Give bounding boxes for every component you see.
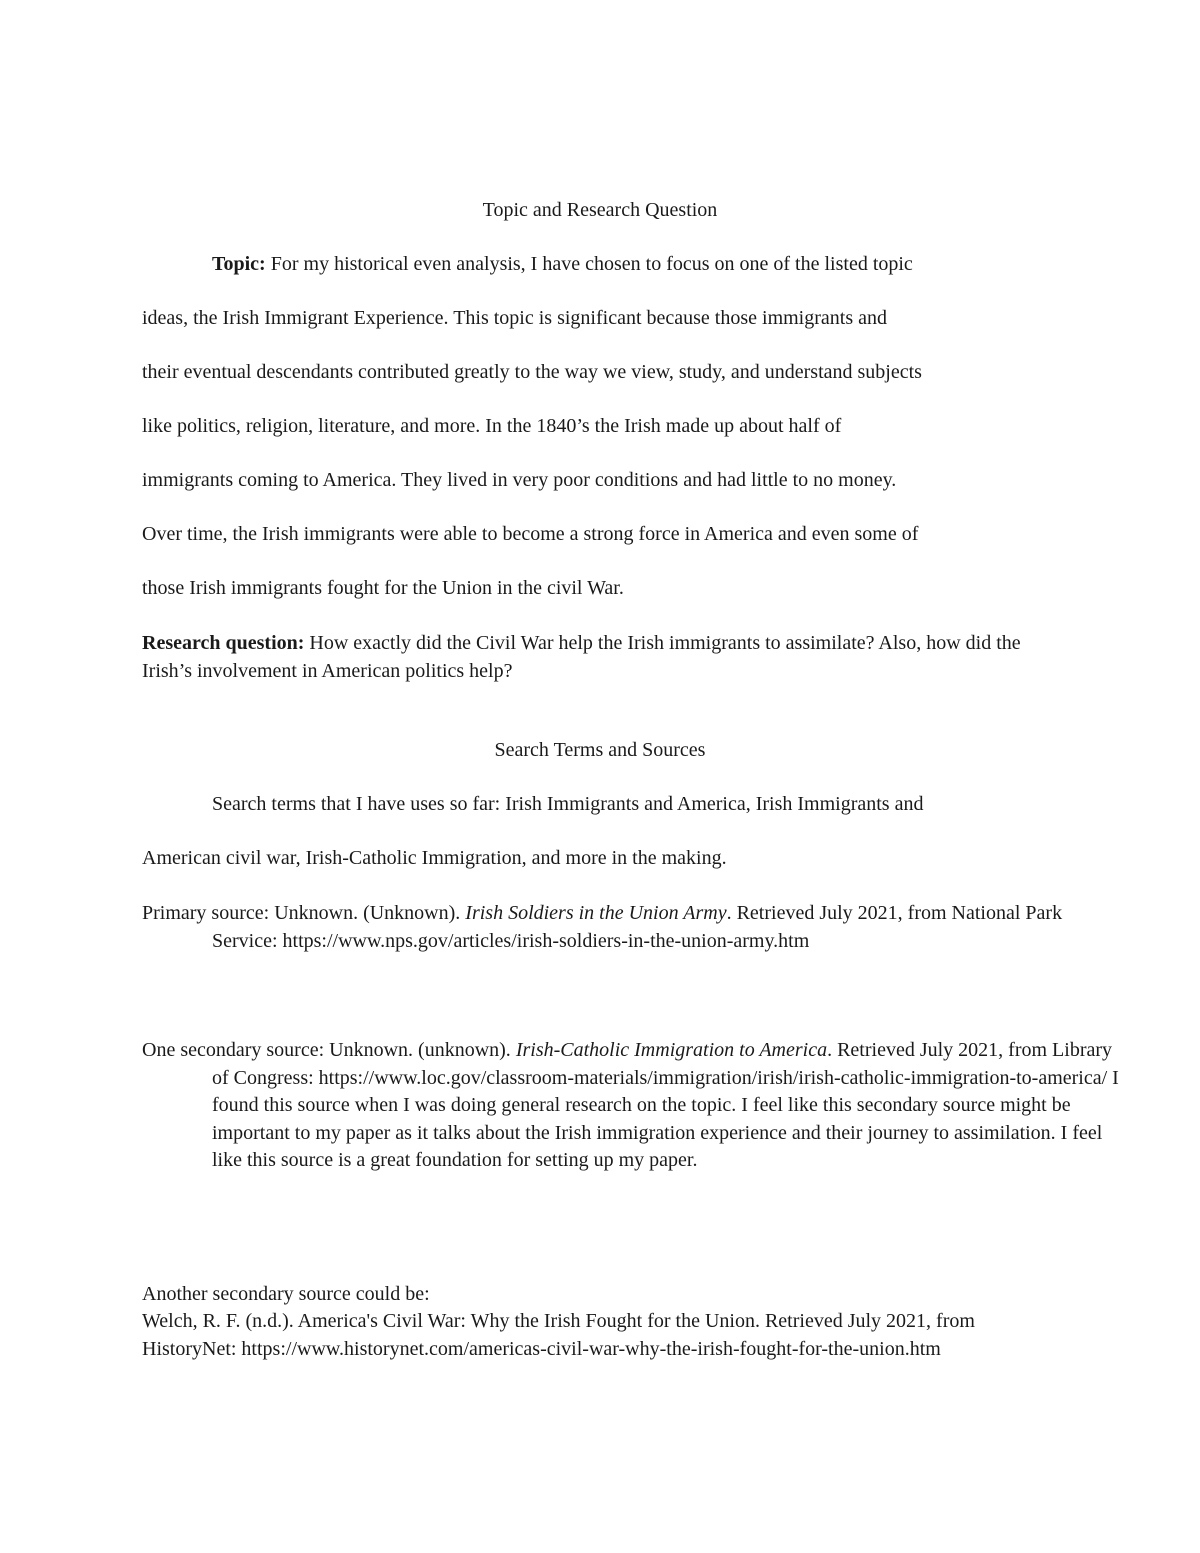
- search-terms-line-2: American civil war, Irish-Catholic Immigration, and more in the making.: [142, 847, 727, 869]
- another-source-rest: . Retrieved July 2021, from HistoryNet: https://www.historynet.com/americas-civil-war-why-the-irish-fought-for-the-union.htm: [142, 1310, 975, 1360]
- secondary-source-rest: . Retrieved July 2021, from Library of Congress: https://www.loc.gov/classroom-materials/immigration/irish/irish-catholic-immigration-to-america/ I found this source when I was doing general research on the topic. I feel like this secondary source might be important to my paper as it talks about the Irish immigration experience and their journey to assimilation. I feel like this source is a great foundation for setting up my paper.: [212, 1039, 1119, 1171]
- research-question-text: How exactly did the Civil War help the Irish immigrants to assimilate? Also, how did the Irish’s involvement in American politics help?: [142, 632, 1021, 682]
- topic-text: For my historical even analysis, I have chosen to focus on one of the listed topic: [265, 253, 913, 275]
- another-source-intro: Another secondary source could be:: [142, 1283, 430, 1305]
- research-question: [142, 630, 1062, 685]
- topic-line-5: immigrants coming to America. They lived in very poor conditions and had little to no money.: [142, 469, 897, 491]
- topic-line-7: those Irish immigrants fought for the Union in the civil War.: [142, 577, 624, 599]
- secondary-source-lead: One secondary source: Unknown. (unknown).: [142, 1039, 516, 1061]
- secondary-source-title: Irish-Catholic Immigration to America: [515, 1039, 828, 1061]
- topic-line-4: like politics, religion, literature, and more. In the 1840’s the Irish made up about half of: [142, 415, 842, 437]
- research-question-label: Research question:: [142, 632, 305, 654]
- secondary-source-citation: [142, 1037, 1128, 1175]
- topic-line-6: Over time, the Irish immigrants were able to become a strong force in America and even some of: [142, 523, 919, 545]
- section-heading-topic: Topic and Research Question: [482, 199, 718, 221]
- another-source-lead: Welch, R. F. (n.d.).: [142, 1310, 298, 1332]
- primary-source-rest: . Retrieved July 2021, from National Park Service: https://www.nps.gov/articles/irish-soldiers-in-the-union-army.htm: [212, 902, 1063, 952]
- search-terms-line-1: Search terms that I have uses so far: Irish Immigrants and America, Irish Immigrants and: [212, 793, 924, 815]
- section-heading-sources: Search Terms and Sources: [494, 739, 706, 761]
- primary-source-citation: [142, 900, 1128, 955]
- another-source-citation: [142, 1308, 1058, 1363]
- topic-line-2: ideas, the Irish Immigrant Experience. This topic is significant because those immigrants and: [142, 307, 887, 329]
- primary-source-title: Irish Soldiers in the Union Army: [465, 902, 727, 924]
- topic-line-1: [212, 252, 913, 276]
- topic-label: Topic:: [212, 253, 266, 275]
- another-source-title: America's Civil War: Why the Irish Fought for the Union: [297, 1310, 755, 1332]
- primary-source-lead: Primary source: Unknown. (Unknown).: [142, 902, 466, 924]
- topic-line-3: their eventual descendants contributed greatly to the way we view, study, and understand subjects: [142, 361, 922, 383]
